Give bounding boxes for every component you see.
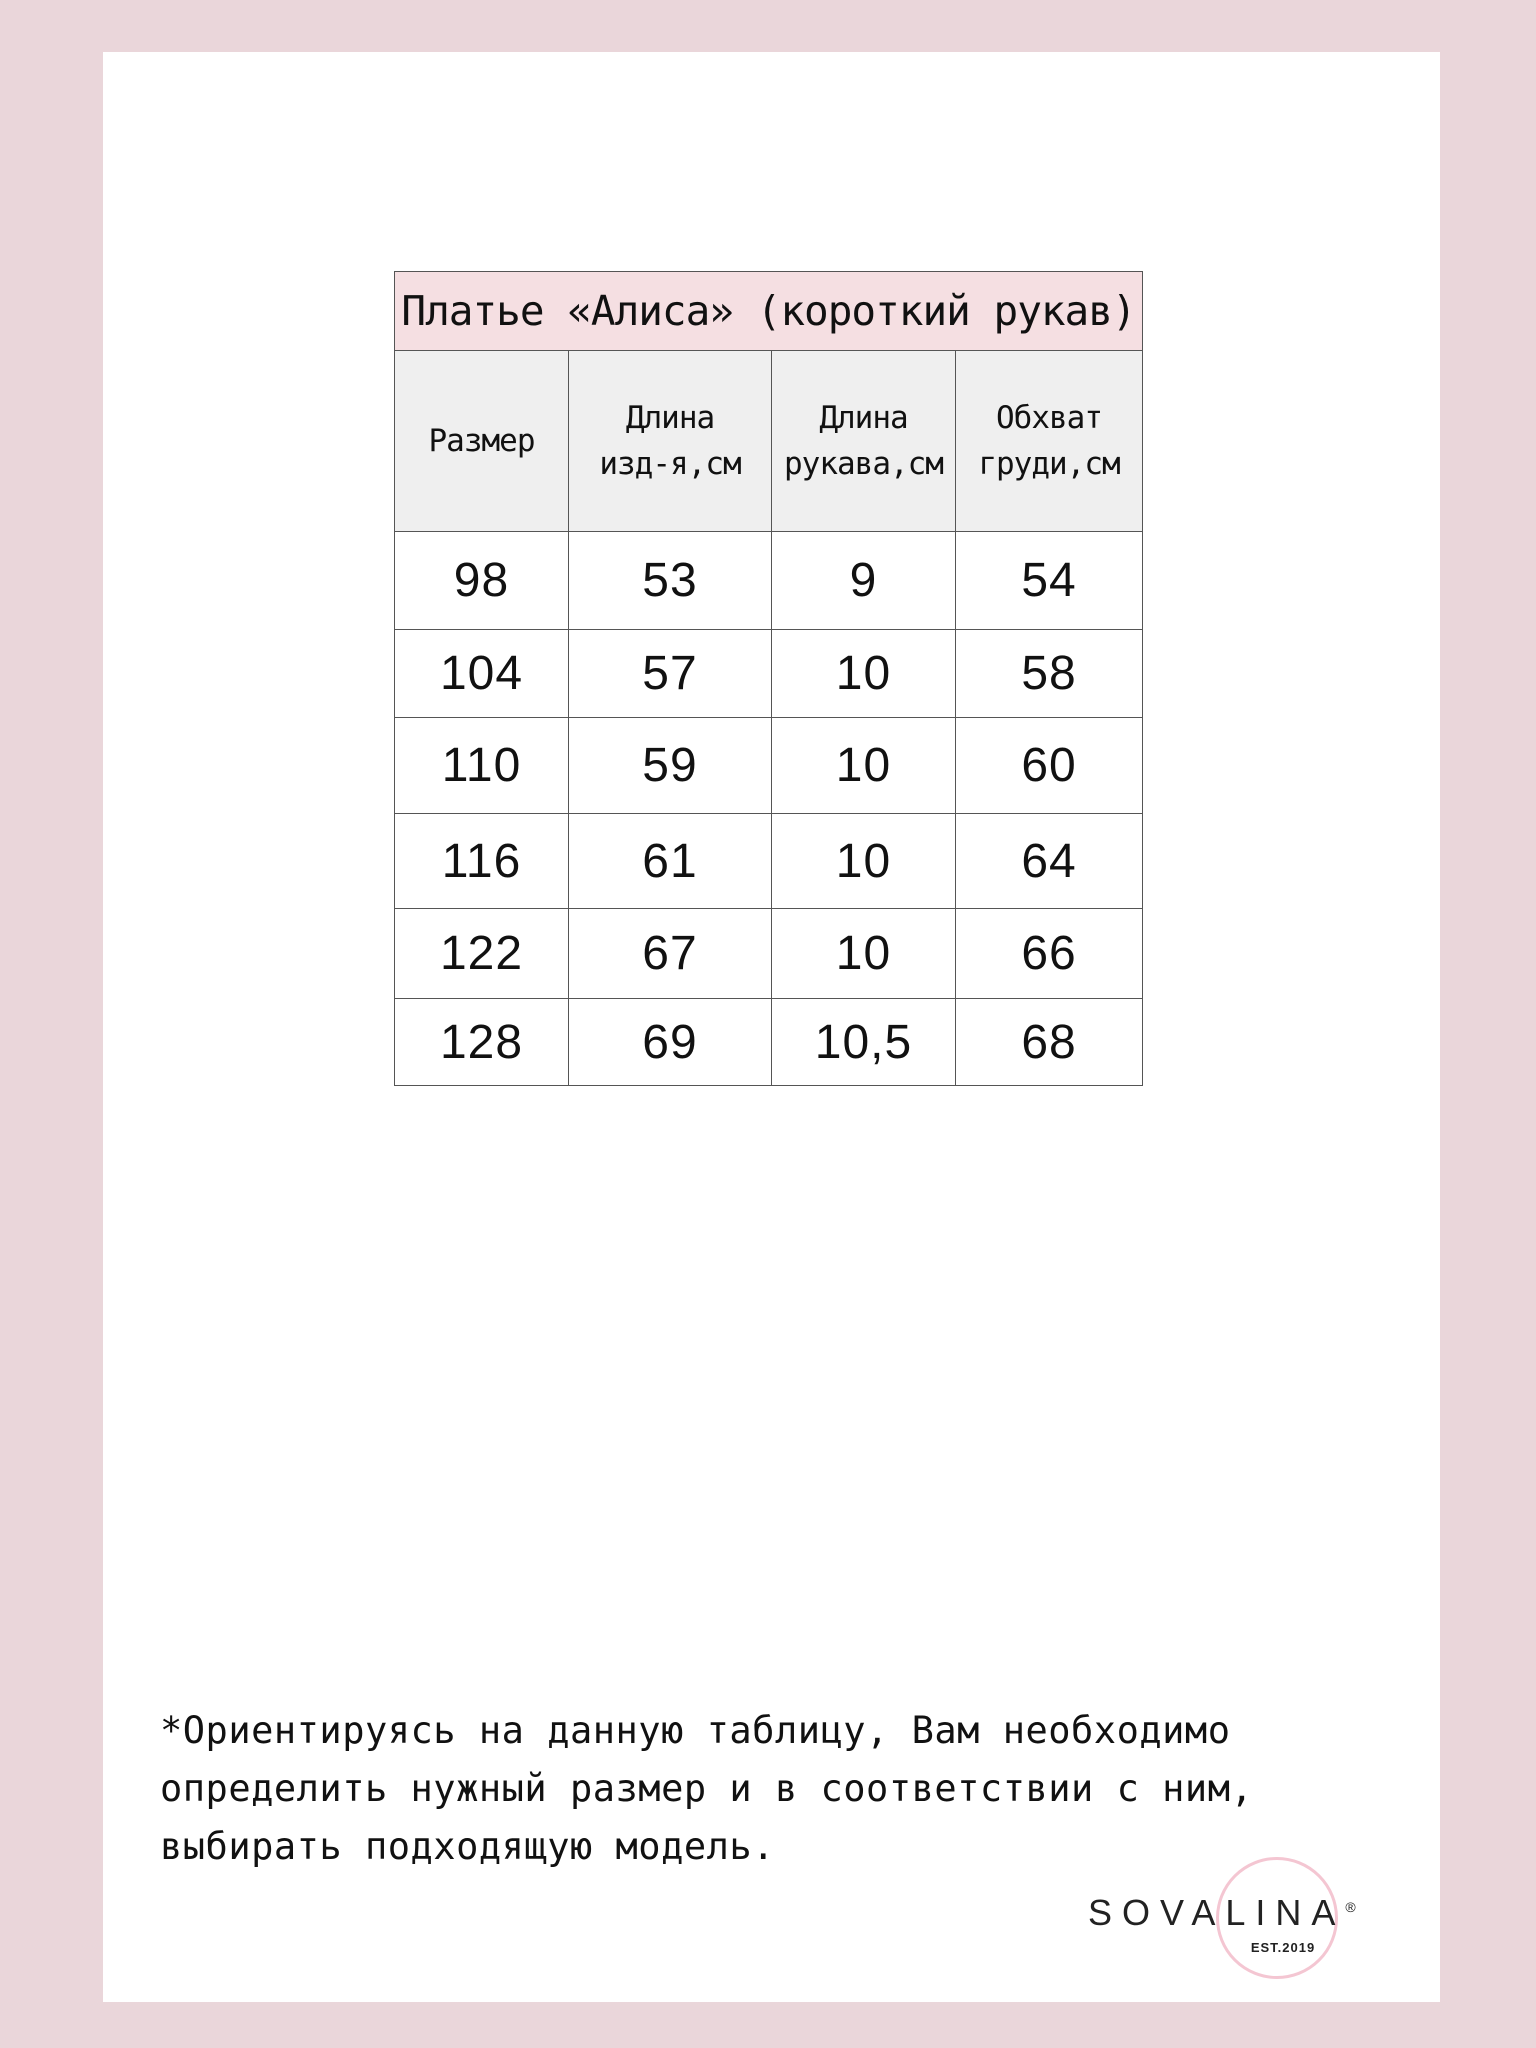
cell-length: 61 <box>569 814 772 909</box>
table-row <box>395 532 1143 630</box>
cell-length: 67 <box>569 909 772 999</box>
header-size-label: Размер <box>428 422 535 459</box>
note-line: *Ориентируясь на данную таблицу, Вам необходимо <box>160 1709 1231 1752</box>
header-sleeve-line2: рукава,см <box>784 446 943 482</box>
table-header-row <box>395 351 1143 532</box>
logo-name <box>1088 1892 1428 1934</box>
cell-size: 98 <box>395 532 569 630</box>
table-row <box>395 630 1143 718</box>
cell-chest: 54 <box>956 532 1143 630</box>
cell-sleeve: 9 <box>772 532 956 630</box>
registered-mark: ® <box>1345 1899 1356 1915</box>
note-line: выбирать подходящую модель. <box>160 1825 775 1868</box>
cell-chest: 66 <box>956 909 1143 999</box>
size-chart-card <box>103 52 1440 2002</box>
cell-length: 69 <box>569 999 772 1086</box>
logo-wordmark: SOVALINA <box>1088 1892 1346 1933</box>
table-row <box>395 999 1143 1086</box>
cell-size: 116 <box>395 814 569 909</box>
cell-sleeve: 10 <box>772 718 956 814</box>
cell-chest: 60 <box>956 718 1143 814</box>
size-guide-note <box>160 1702 1310 1876</box>
cell-sleeve: 10,5 <box>772 999 956 1086</box>
table-row <box>395 814 1143 909</box>
header-sleeve-line1: Длина <box>819 399 908 436</box>
cell-size: 104 <box>395 630 569 718</box>
header-size <box>395 351 569 532</box>
header-sleeve <box>772 351 956 532</box>
header-length-line1: Длина <box>625 399 715 436</box>
cell-length: 53 <box>569 532 772 630</box>
cell-chest: 58 <box>956 630 1143 718</box>
size-table <box>394 271 1143 1086</box>
header-chest-line1: Обхват <box>996 399 1102 436</box>
cell-sleeve: 10 <box>772 909 956 999</box>
cell-sleeve: 10 <box>772 630 956 718</box>
cell-size: 128 <box>395 999 569 1086</box>
logo-established: EST.2019 <box>1250 1940 1316 1955</box>
header-chest-line2: груди,см <box>978 446 1120 482</box>
brand-logo <box>1088 1852 1428 1982</box>
table-title: Платье «Алиса» (короткий рукав) <box>395 272 1143 351</box>
header-length-line2: изд-я,см <box>599 446 741 482</box>
table-row <box>395 909 1143 999</box>
cell-size: 110 <box>395 718 569 814</box>
cell-size: 122 <box>395 909 569 999</box>
cell-sleeve: 10 <box>772 814 956 909</box>
header-chest <box>956 351 1143 532</box>
cell-length: 59 <box>569 718 772 814</box>
header-length <box>569 351 772 532</box>
cell-chest: 64 <box>956 814 1143 909</box>
cell-length: 57 <box>569 630 772 718</box>
table-row <box>395 718 1143 814</box>
note-line: определить нужный размер и в соответствии с ним, <box>160 1767 1254 1810</box>
cell-chest: 68 <box>956 999 1143 1086</box>
table-title-row <box>395 272 1143 351</box>
